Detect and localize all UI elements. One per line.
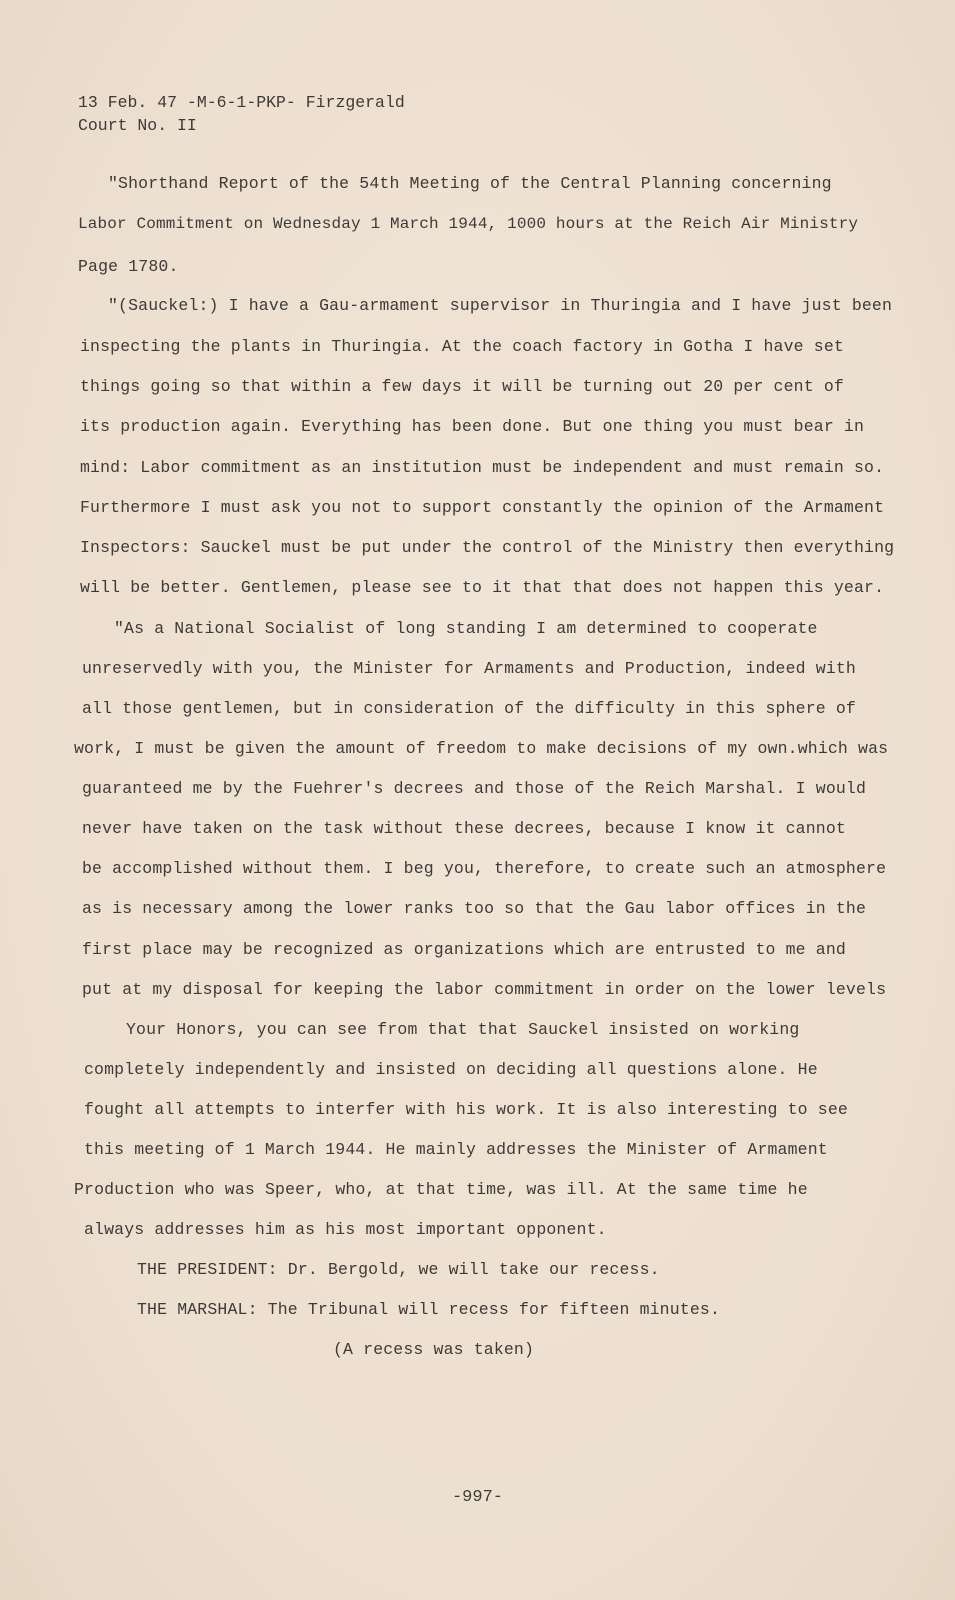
page-number: -997- bbox=[451, 1488, 503, 1507]
text-line: Labor Commitment on Wednesday 1 March 1944, 1000 hours at the Reich Air Ministry bbox=[78, 215, 859, 233]
text-line: will be better. Gentlemen, please see to it that that does not happen this year. bbox=[80, 578, 885, 597]
text-line: things going so that within a few days it will be turning out 20 per cent of bbox=[80, 377, 844, 396]
text-line: Inspectors: Sauckel must be put under the control of the Ministry then everything bbox=[80, 538, 895, 557]
text-line: always addresses him as his most important opponent. bbox=[84, 1220, 607, 1239]
text-line: "(Sauckel:) I have a Gau-armament supervisor in Thuringia and I have just been bbox=[108, 296, 893, 315]
text-line: guaranteed me by the Fuehrer's decrees and those of the Reich Marshal. I would bbox=[82, 779, 867, 798]
text-line: as is necessary among the lower ranks too so that the Gau labor offices in the bbox=[82, 899, 867, 918]
header-date-reference: 13 Feb. 47 -M-6-1-PKP- Firzgerald bbox=[78, 93, 405, 112]
text-line: its production again. Everything has been done. But one thing you must bear in bbox=[80, 417, 865, 436]
text-line: Your Honors, you can see from that that Sauckel insisted on working bbox=[126, 1020, 800, 1039]
text-line: never have taken on the task without these decrees, because I know it cannot bbox=[82, 819, 846, 838]
text-line: Production who was Speer, who, at that time, was ill. At the same time he bbox=[74, 1180, 808, 1199]
text-line: be accomplished without them. I beg you, therefore, to create such an atmosphere bbox=[82, 859, 887, 878]
text-line: unreservedly with you, the Minister for Armaments and Production, indeed with bbox=[82, 659, 856, 678]
text-line: "Shorthand Report of the 54th Meeting of the Central Planning concerning bbox=[108, 174, 832, 193]
text-line: Page 1780. bbox=[78, 257, 179, 276]
text-line: this meeting of 1 March 1944. He mainly addresses the Minister of Armament bbox=[84, 1140, 828, 1159]
text-line: inspecting the plants in Thuringia. At the coach factory in Gotha I have set bbox=[80, 337, 844, 356]
text-line: completely independently and insisted on deciding all questions alone. He bbox=[84, 1060, 818, 1079]
speaker-marshal: THE MARSHAL: The Tribunal will recess for fifteen minutes. bbox=[137, 1300, 720, 1319]
recess-note: (A recess was taken) bbox=[333, 1340, 535, 1359]
speaker-president: THE PRESIDENT: Dr. Bergold, we will take our recess. bbox=[137, 1260, 660, 1279]
text-line: work, I must be given the amount of freedom to make decisions of my own.which was bbox=[74, 739, 889, 758]
text-line: fought all attempts to interfer with his work. It is also interesting to see bbox=[84, 1100, 848, 1119]
text-line: first place may be recognized as organizations which are entrusted to me and bbox=[82, 940, 846, 959]
header-court-number: Court No. II bbox=[78, 116, 197, 135]
text-line: mind: Labor commitment as an institution must be independent and must remain so. bbox=[80, 458, 885, 477]
text-line: "As a National Socialist of long standing I am determined to cooperate bbox=[114, 619, 818, 638]
text-line: put at my disposal for keeping the labor commitment in order on the lower levels bbox=[82, 980, 887, 999]
text-line: all those gentlemen, but in consideration of the difficulty in this sphere of bbox=[82, 699, 856, 718]
text-line: Furthermore I must ask you not to support constantly the opinion of the Armament bbox=[80, 498, 885, 517]
